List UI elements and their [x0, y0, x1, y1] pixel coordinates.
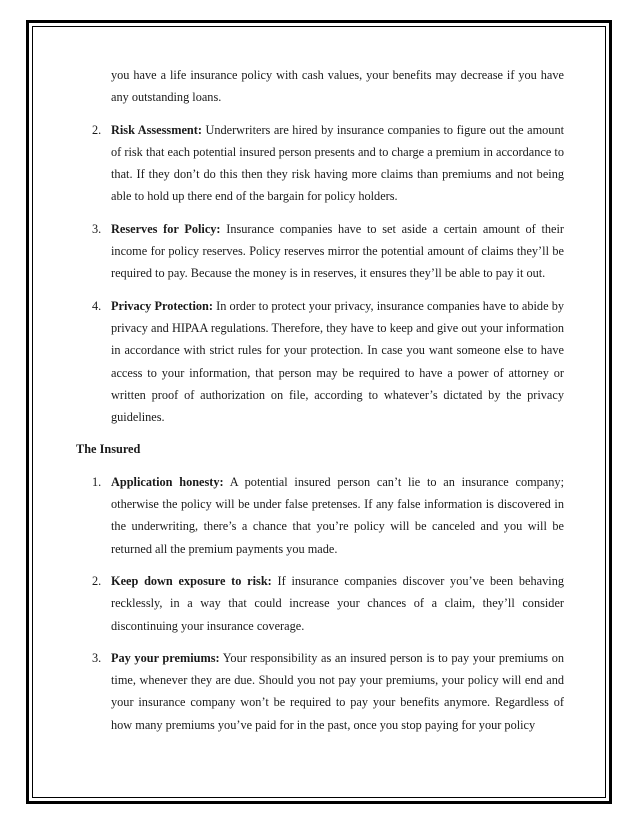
list-item-title: Pay your premiums: [111, 650, 220, 665]
list-item-text: A potential insured person can’t lie to an insurance company; otherwise the policy will be under false pretenses. If any false information is discovered in the underwriting, there’s a chance that you’re policy will be canceled and you will be returned all the premium payments you made. [111, 474, 564, 556]
list-item-title: Keep down exposure to risk: [111, 573, 272, 588]
list-item-body [111, 647, 564, 736]
list-number: 3. [92, 221, 102, 236]
list-item-reserves-for-policy [76, 218, 564, 285]
list-item-text: If insurance companies discover you’ve been behaving recklessly, in a way that could increase your chances of a claim, they’ll consider discontinuing your insurance coverage. [111, 573, 564, 633]
list-item-body [111, 295, 564, 429]
list-number: 4. [92, 298, 102, 313]
page-content [76, 64, 564, 746]
list-item-text: In order to protect your privacy, insurance companies have to abide by privacy and HIPAA regulations. Therefore, they have to keep and give out your information in accordance with strict rules for your protection. In case you want someone else to have access to your information, that person may be required to have a power of attorney or written proof of authorization on file, according to whatever’s dictated by the privacy guidelines. [111, 298, 564, 425]
list-number: 2. [92, 122, 102, 137]
list-item-keep-down-exposure [76, 570, 564, 637]
list-number: 3. [92, 650, 102, 665]
list-item-body [111, 119, 564, 208]
list-item-body [111, 570, 564, 637]
list-item-title: Application honesty: [111, 474, 224, 489]
list-item-risk-assessment [76, 119, 564, 208]
list-item-body [111, 218, 564, 285]
continuation-paragraph: you have a life insurance policy with cash values, your benefits may decrease if you have any outstanding loans. [111, 68, 564, 105]
list-number: 1. [92, 474, 102, 489]
list-item-application-honesty [76, 471, 564, 560]
list-item-text: Your responsibility as an insured person is to pay your premiums on time, whenever they are due. Should you not pay your premiums, your policy will end and your insurance company won’t be required to pay your benefits anymore. Regardless of how many premiums you’ve paid for in the past, once you stop paying for your policy [111, 650, 564, 732]
section-heading: The Insured [76, 442, 141, 457]
list-item-body [111, 471, 564, 560]
list-item-title: Reserves for Policy: [111, 221, 221, 236]
list-item-privacy-protection [76, 295, 564, 429]
list-item-text: Underwriters are hired by insurance companies to figure out the amount of risk that each potential insured person presents and to charge a premium in accordance to that. If they don’t do this then they risk having more claims than premiums and not being able to hold up there end of the bargain for policy holders. [111, 122, 565, 204]
list-item-title: Privacy Protection: [111, 298, 213, 313]
list-item-title: Risk Assessment: [111, 122, 202, 137]
list-number: 2. [92, 573, 102, 588]
list-item-pay-your-premiums [76, 647, 564, 736]
list-item-text: Insurance companies have to set aside a certain amount of their income for policy reserves. Policy reserves mirror the potential amount of claims they’ll be required to pay. Because the money is in reserves, it ensures they’ll be able to pay it out. [111, 221, 564, 281]
